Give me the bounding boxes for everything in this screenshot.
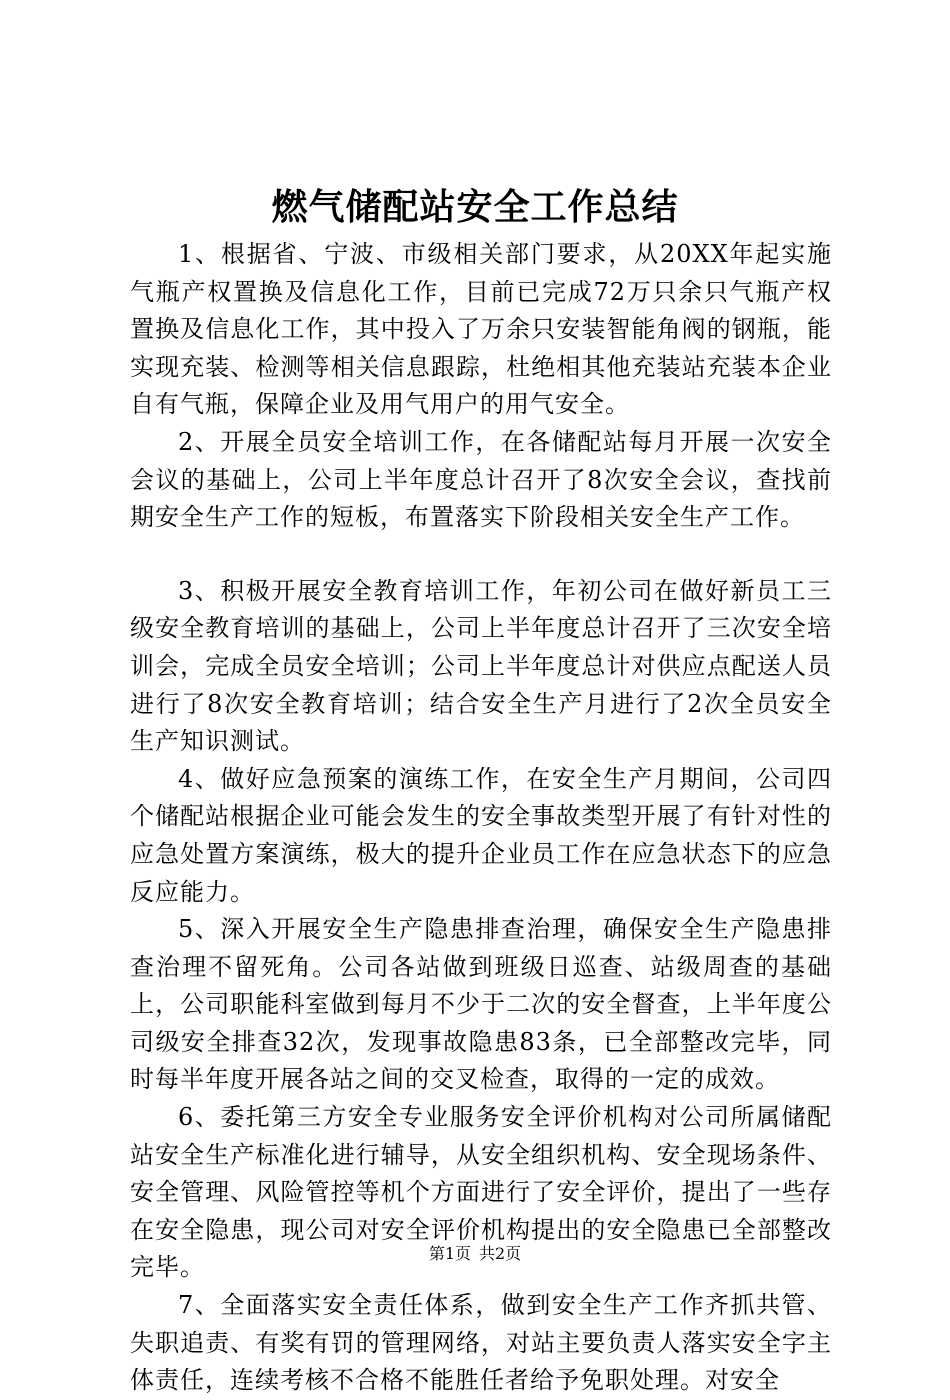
page-total: 共2页	[479, 1244, 522, 1263]
paragraph-2: 2、开展全员安全培训工作，在各储配站每月开展一次安全会议的基础上，公司上半年度总计召开了8次安全会议，查找前期安全生产工作的短板，布置落实下阶段相关安全生产工作。	[130, 427, 832, 532]
page-footer	[0, 1243, 950, 1265]
paragraph-3: 3、积极开展安全教育培训工作，年初公司在做好新员工三级安全教育培训的基础上，公司上半年度总计召开了三次安全培训会，完成全员安全培训；公司上半年度总计对供应点配送人员进行了8次安全教育培训；结合安全生产月进行了2次全员安全生产知识测试。	[130, 576, 832, 756]
paragraph-4: 4、做好应急预案的演练工作，在安全生产月期间，公司四个储配站根据企业可能会发生的安全事故类型开展了有针对性的应急处置方案演练，极大的提升企业员工作在应急状态下的应急反应能力。	[130, 764, 832, 906]
paragraph-5: 5、深入开展安全生产隐患排查治理，确保安全生产隐患排查治理不留死角。公司各站做到班级日巡查、站级周查的基础上，公司职能科室做到每月不少于二次的安全督查，上半年度公司级安全排查32次，发现事故隐患83条，已全部整改完毕，同时每半年度开展各站之间的交叉检查，取得的一定的成效。	[130, 915, 832, 1094]
paragraph-6: 6、委托第三方安全专业服务安全评价机构对公司所属储配站安全生产标准化进行辅导，从安全组织机构、安全现场条件、安全管理、风险管控等机个方面进行了安全评价，提出了一些存在安全隐患，现公司对安全评价机构提出的安全隐患已全部整改完毕。	[130, 1103, 832, 1282]
document-body	[130, 236, 832, 1400]
paragraph-1: 1、根据省、宁波、市级相关部门要求，从20XX年起实施气瓶产权置换及信息化工作，目前已完成72万只余只气瓶产权置换及信息化工作，其中投入了万余只安装智能角阀的钢瓶，能实现充装、检测等相关信息跟踪，杜绝相其他充装站充装本企业自有气瓶，保障企业及用气用户的用气安全。	[130, 240, 832, 419]
page-number: 第1页	[428, 1244, 471, 1263]
document-title: 燃气储配站安全工作总结	[271, 186, 679, 228]
paragraph-7: 7、全面落实安全责任体系，做到安全生产工作齐抓共管、失职追责、有奖有罚的管理网络，对站主要负责人落实安全字主体责任，连续考核不合格不能胜任者给予免职处理。对安全	[130, 1291, 832, 1395]
